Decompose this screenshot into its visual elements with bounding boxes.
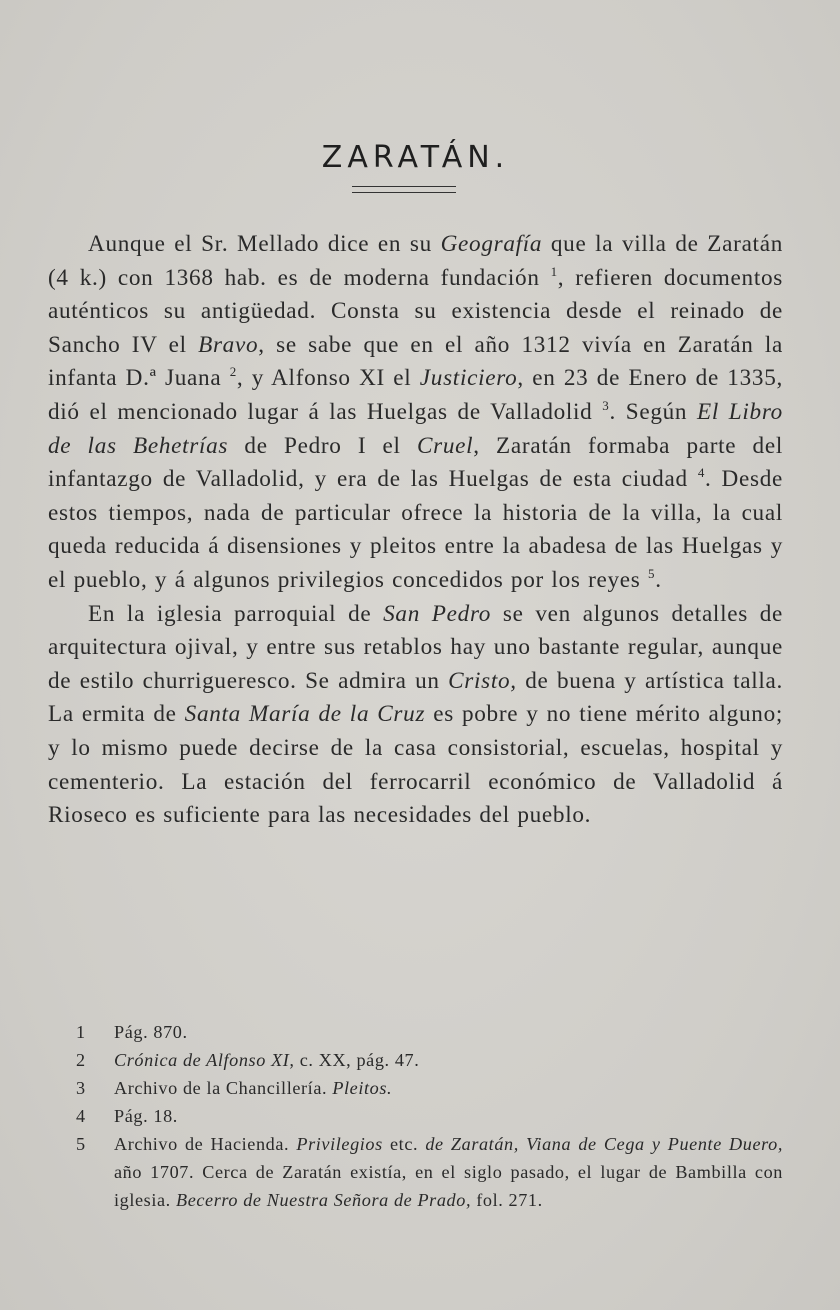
- footnote-number: 3: [76, 1078, 86, 1098]
- footnote-5: [48, 1130, 783, 1214]
- footnote-3: [48, 1074, 783, 1102]
- footnotes: [48, 1018, 783, 1214]
- footnote-number: 2: [76, 1050, 86, 1070]
- page-title: ZARATÁN.: [321, 140, 510, 175]
- footnote-4: [48, 1102, 783, 1130]
- footnote-ref-2: 2: [229, 364, 237, 380]
- footnote-text: Archivo de la Chancillería. Pleitos.: [114, 1078, 393, 1098]
- footnote-text: Crónica de Alfonso XI, c. XX, pág. 47.: [114, 1050, 420, 1070]
- paragraph-2: En la iglesia parroquial de San Pedro se ven algunos detalles de arquitectura ojival, y entre sus retablos hay uno bastante regular, aunque de estilo churrigueresco. Se admira un Cristo, de buena y artística talla. La ermita de Santa María de la Cruz es pobre y no tiene mérito alguno; y lo mismo puede decirse de la casa consistorial, escuelas, hospital y cementerio. La estación del ferrocarril económico de Valladolid á Rioseco es suficiente para las necesidades del pueblo.: [48, 600, 784, 829]
- footnote-ref-1: 1: [550, 263, 558, 279]
- footnote-ref-3: 3: [602, 397, 610, 413]
- book-page: [48, 0, 783, 1310]
- footnote-text: Archivo de Hacienda. Privilegios etc. de Zaratán, Viana de Cega y Puente Duero, año 1707. Cerca de Zaratán existía, en el siglo pasado, el lugar de Bambilla con iglesia. Becerro de Nuestra Señora de Prado, fol. 271.: [114, 1134, 784, 1210]
- paragraph-1: Aunque el Sr. Mellado dice en su Geografía que la villa de Zaratán (4 k.) con 1368 hab. es de moderna fundación $^1$, refieren documentos auténticos su antigüedad. Consta su existencia desde el reinado de Sancho IV el Bravo, se sabe que en el año 1312 vivía en Zaratán la infanta D.ª Juana $^2$, y Alfonso XI el Justiciero, en 23 de Enero de 1335, dió el mencionado lugar á las Huelgas de Valladolid $^3$. Según El Libro de las Behetrías de Pedro I el Cruel, Zaratán formaba parte del infantazgo de Valladolid, y era de las Huelgas de esta ciudad $^4$. Desde estos tiempos, nada de particular ofrece la historia de la villa, la cual queda reducida á disensiones y pleitos entre la abadesa de las Huelgas y el pueblo, y á algunos privilegios concedidos por los reyes $^5$.: [48, 231, 783, 593]
- footnote-1: [48, 1018, 783, 1046]
- footnote-text: Pág. 870.: [114, 1022, 188, 1042]
- footnote-2: [48, 1046, 783, 1074]
- main-text: [48, 228, 783, 833]
- footnote-text: Pág. 18.: [114, 1106, 178, 1126]
- title-double-rule: [352, 186, 456, 193]
- footnote-number: 1: [76, 1022, 86, 1042]
- footnote-ref-5: 5: [648, 565, 656, 581]
- footnote-number: 5: [76, 1134, 86, 1154]
- footnote-number: 4: [76, 1106, 86, 1126]
- footnote-ref-4: 4: [697, 465, 706, 481]
